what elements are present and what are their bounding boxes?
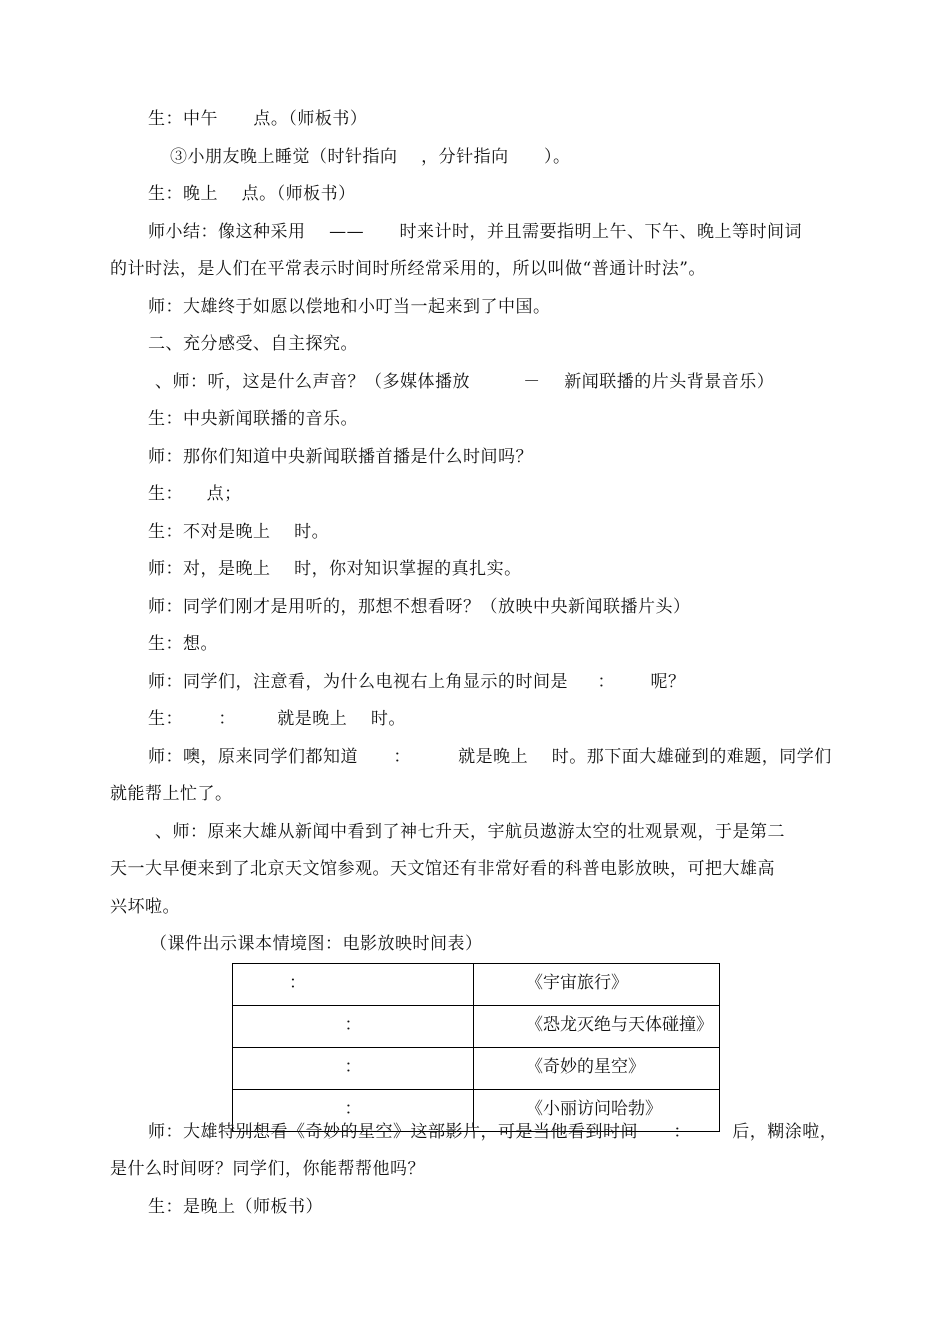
schedule-film: 《小丽访问哈勃》: [474, 1090, 720, 1132]
schedule-film: 《奇妙的星空》: [474, 1048, 720, 1090]
text-line: ③小朋友晚上睡觉（时针指向 ，分针指向 ）。: [170, 147, 571, 167]
text-line: 是什么时间呀？同学们，你能帮帮他吗？: [110, 1159, 425, 1179]
schedule-time: ：: [233, 964, 474, 1006]
text-line: 就能帮上忙了。: [110, 784, 233, 804]
text-line: 、师：听，这是什么声音？（多媒体播放 － 新闻联播的片头背景音乐）: [155, 372, 775, 392]
text-line: 师：大雄终于如愿以偿地和小叮当一起来到了中国。: [148, 297, 551, 317]
table-row: [233, 1048, 720, 1090]
text-line: 生：不对是晚上 时。: [148, 522, 330, 542]
schedule-film: 《宇宙旅行》: [474, 964, 720, 1006]
text-line: 兴坏啦。: [110, 897, 180, 917]
movie-schedule-table: [232, 963, 720, 1132]
table-row: [233, 1006, 720, 1048]
text-line: 生：中央新闻联播的音乐。: [148, 409, 358, 429]
text-line: 师：对，是晚上 时，你对知识掌握的真扎实。: [148, 559, 522, 579]
text-line: 生：想。: [148, 634, 218, 654]
text-line: 师：噢，原来同学们都知道 ： 就是晚上 时。那下面大雄碰到的难题，同学们: [148, 747, 832, 767]
text-line: 师：那你们知道中央新闻联播首播是什么时间吗？: [148, 447, 533, 467]
text-line: 师小结：像这种采用 —— 时来计时，并且需要指明上午、下午、晚上等时间词: [148, 222, 803, 242]
schedule-time: ：: [233, 1048, 474, 1090]
text-line: 生：晚上 点。（师板书）: [148, 184, 356, 204]
text-line: 生： 点；: [148, 484, 242, 504]
table-caption: （课件出示课本情境图：电影放映时间表）: [150, 934, 483, 954]
schedule-time: ：: [233, 1090, 474, 1132]
text-line: 生：中午 点。（师板书）: [148, 109, 368, 129]
text-line: 师：同学们，注意看，为什么电视右上角显示的时间是 ： 呢？: [148, 672, 686, 692]
text-line: 的计时法，是人们在平常表示时间时所经常采用的，所以叫做“普通计时法”。: [110, 259, 706, 279]
schedule-film: 《恐龙灭绝与天体碰撞》: [474, 1006, 720, 1048]
section-heading: 二、充分感受、自主探究。: [148, 334, 358, 354]
text-line: 天一大早便来到了北京天文馆参观。天文馆还有非常好看的科普电影放映，可把大雄高: [110, 859, 775, 879]
text-line: 、师：原来大雄从新闻中看到了神七升天，宇航员遨游太空的壮观景观，于是第二: [155, 822, 785, 842]
text-line: 生： ： 就是晚上 时。: [148, 709, 406, 729]
schedule-time: ：: [233, 1006, 474, 1048]
text-line: 师：大雄特别想看《奇妙的星空》这部影片，可是当他看到时间 ： 后，糊涂啦，: [148, 1122, 838, 1142]
text-line: 师：同学们刚才是用听的，那想不想看呀？（放映中央新闻联播片头）: [148, 597, 691, 617]
table-row: [233, 964, 720, 1006]
text-line: 生：是晚上（师板书）: [148, 1197, 323, 1217]
